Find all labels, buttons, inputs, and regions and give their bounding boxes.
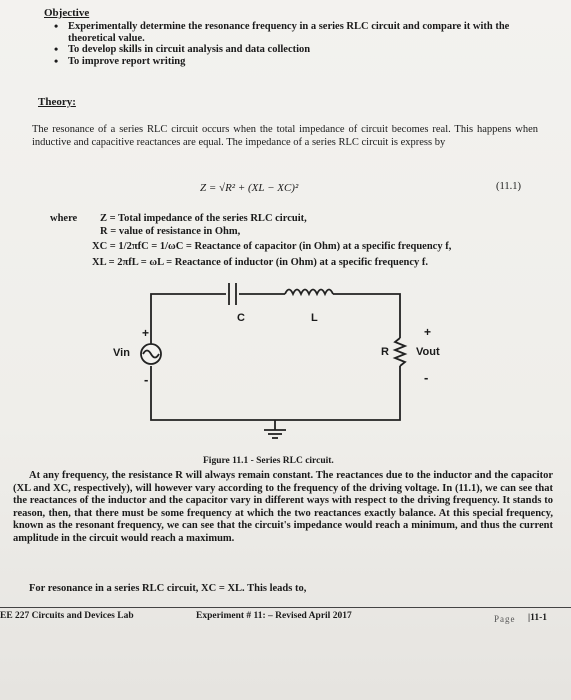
footer-page-label: Page <box>494 614 516 624</box>
definition-z: Z = Total impedance of the series RLC circuit, <box>100 213 307 224</box>
definition-xc: XC = 1/2πfC = 1/ωC = Reactance of capacitor (in Ohm) at a specific frequency f, <box>92 241 452 252</box>
resistor-zigzag <box>395 338 405 366</box>
vout-plus-sign: + <box>424 325 432 339</box>
inductor-coil <box>285 290 333 295</box>
wire-top-right <box>333 294 400 338</box>
vin-plus-sign: + <box>142 326 150 340</box>
footer-page-number: |11-1 <box>528 613 547 623</box>
footer-divider <box>0 607 571 608</box>
definition-r: R = value of resistance in Ohm, <box>100 226 241 237</box>
body-paragraph-1: At any frequency, the resistance R will always remain constant. The reactances due to the inductor and the capacitor (XL and XC, respectively), will however vary according to the frequency of the driving voltage. In (11.1), we can see that the reactances of the inductor and the capacitor vary in different ways with respect to the driving frequency. It stands to reason, then, that there must be some frequency at which the two reactances exactly balance. At this special frequency, known as the resonant frequency, we can see that the circuit's impedance would reach a minimum, and thus the current amplitude in the circuit would reach a maximum. <box>13 470 553 544</box>
objective-list <box>52 21 532 67</box>
definition-xl: XL = 2πfL = ωL = Reactance of inductor (in Ohm) at a specific frequency f. <box>92 257 429 268</box>
vin-minus-sign: - <box>144 372 149 387</box>
footer-experiment: Experiment # 11: – Revised April 2017 <box>196 611 352 621</box>
objective-bullet-1: • Experimentally determine the resonance frequency in a series RLC circuit and compare it with the theoretical value. <box>52 21 532 44</box>
figure-caption: Figure 11.1 - Series RLC circuit. <box>203 456 334 466</box>
wire-top-left <box>151 294 226 360</box>
theory-intro: The resonance of a series RLC circuit occurs when the total impedance of circuit becomes real. This happens when inductive and capacitive reactances are equal. The impedance of a series RLC circuit is express by <box>32 124 538 148</box>
label-vout: Vout <box>416 346 440 358</box>
objective-heading: Objective <box>44 7 90 19</box>
rlc-circuit-diagram <box>0 280 571 450</box>
body-paragraph-2: For resonance in a series RLC circuit, XC = XL. This leads to, <box>29 583 307 594</box>
impedance-equation: Z = √R² + (XL − XC)² <box>200 182 299 194</box>
where-label: where <box>50 213 78 224</box>
equation-number: (11.1) <box>496 181 521 192</box>
label-vin: Vin <box>113 347 130 359</box>
label-capacitor: C <box>237 312 245 324</box>
label-resistor: R <box>381 346 389 358</box>
footer-course: EE 227 Circuits and Devices Lab <box>0 611 134 621</box>
vout-minus-sign: - <box>424 370 429 385</box>
label-inductor: L <box>311 312 318 324</box>
theory-heading: Theory: <box>38 96 76 108</box>
wire-bottom <box>151 366 400 420</box>
objective-bullet-2: • To develop skills in circuit analysis and data collection <box>52 44 532 56</box>
objective-bullet-3: • To improve report writing <box>52 56 532 68</box>
